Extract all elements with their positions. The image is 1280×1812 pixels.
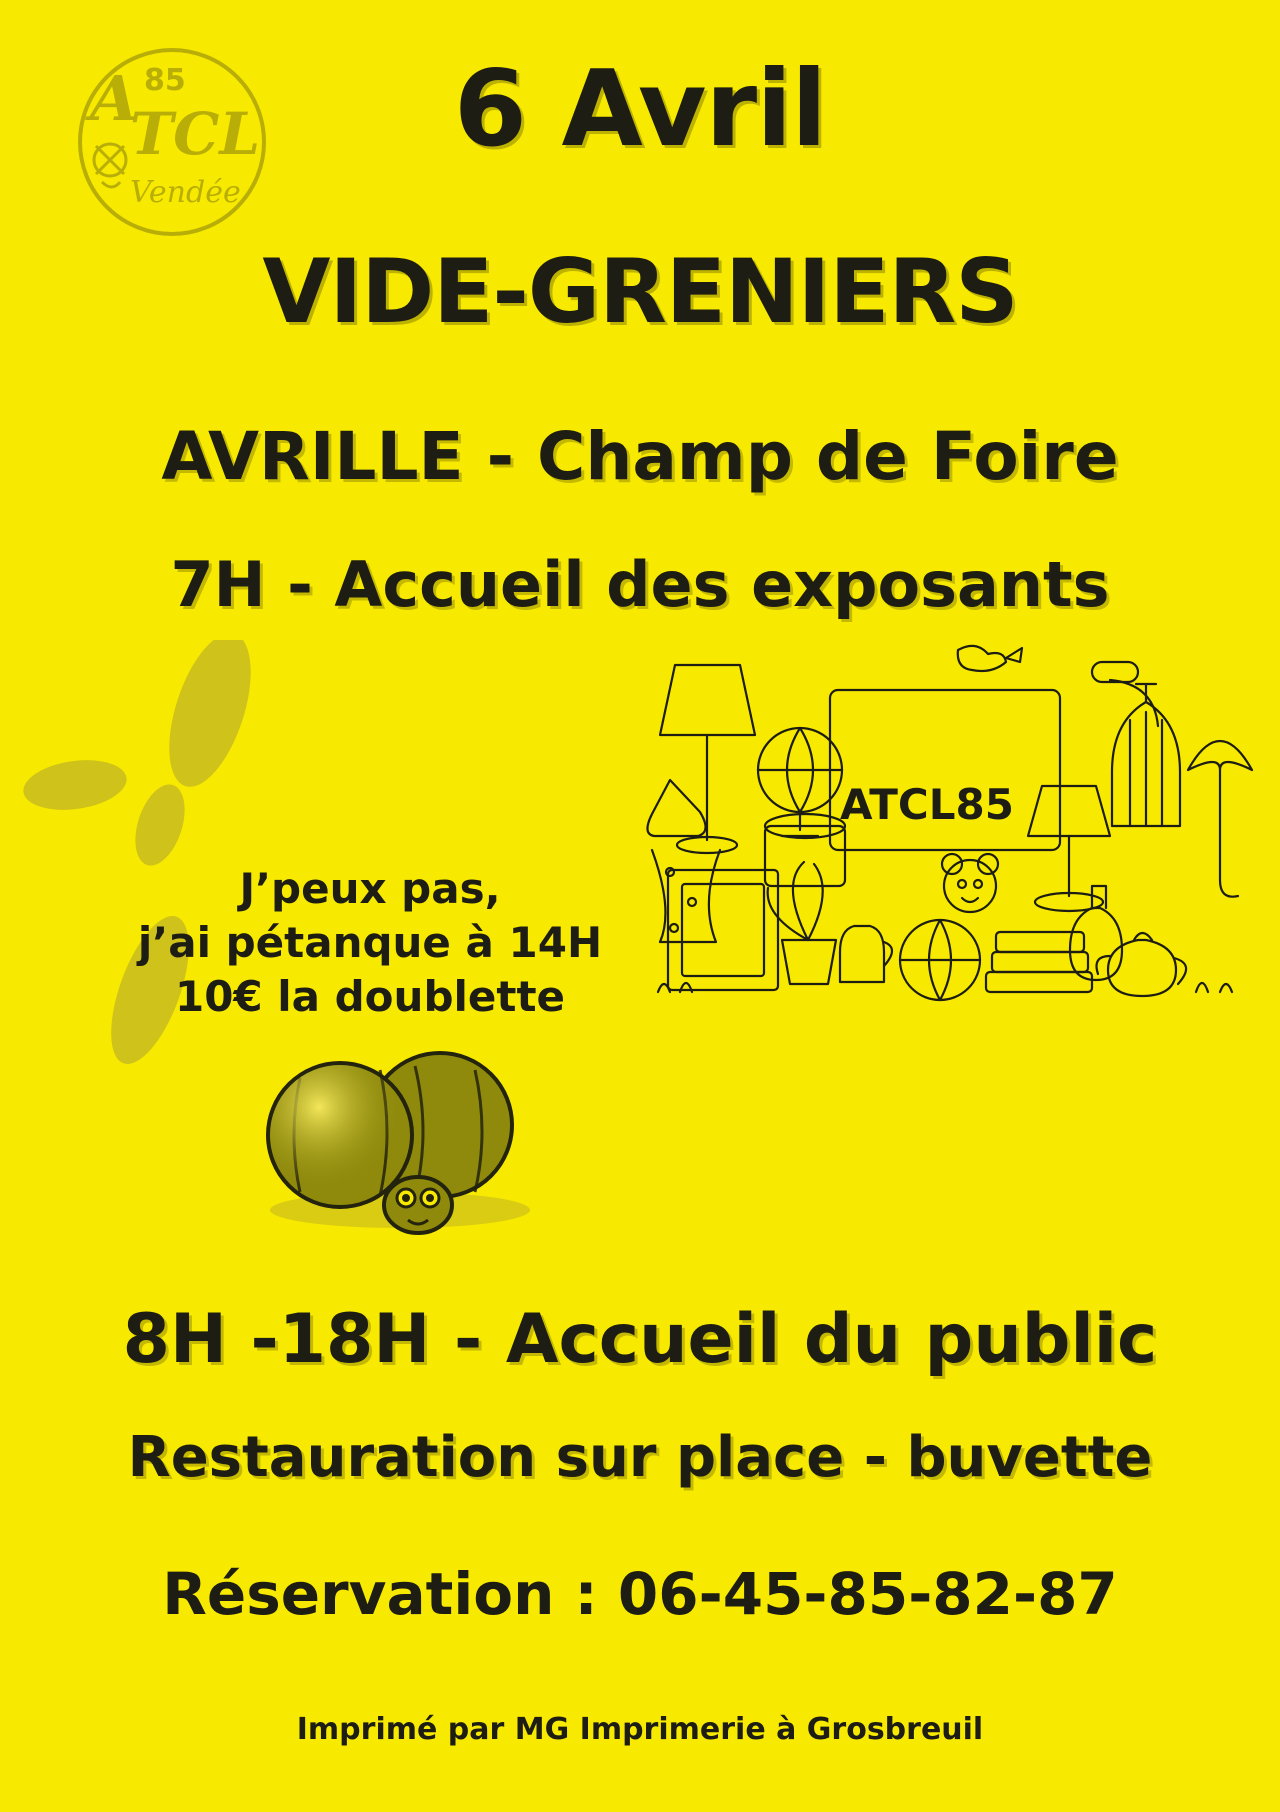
catering-info: Restauration sur place - buvette: [127, 1425, 1153, 1490]
exhibitors-time: 7H - Accueil des exposants: [170, 548, 1110, 621]
event-location: AVRILLE - Champ de Foire: [161, 418, 1119, 495]
svg-text:Vendée: Vendée: [130, 175, 241, 210]
svg-text:TCL: TCL: [130, 100, 261, 168]
petanque-slogan: [90, 862, 650, 1023]
printer-credit: Imprimé par MG Imprimerie à Grosbreuil: [296, 1712, 984, 1747]
page-title-event: VIDE-GRENIERS: [262, 240, 1018, 343]
petanque-line-3: 10€ la doublette: [174, 971, 566, 1021]
page-title-date: 6 Avril: [453, 48, 827, 170]
petanque-line-1: J’peux pas,: [239, 864, 501, 913]
svg-text:85: 85: [144, 63, 186, 98]
reservation-phone: Réservation : 06-45-85-82-87: [162, 1560, 1118, 1628]
flea-market-objects-illustration: [640, 640, 1260, 1040]
petanque-line-2: j’ai pétanque à 14H: [137, 917, 603, 967]
svg-text:A: A: [90, 62, 139, 135]
illustration-label: ATCL85: [840, 780, 1014, 829]
petanque-boules-illustration: [230, 1030, 550, 1240]
public-opening-time: 8H -18H - Accueil du public: [122, 1300, 1158, 1379]
